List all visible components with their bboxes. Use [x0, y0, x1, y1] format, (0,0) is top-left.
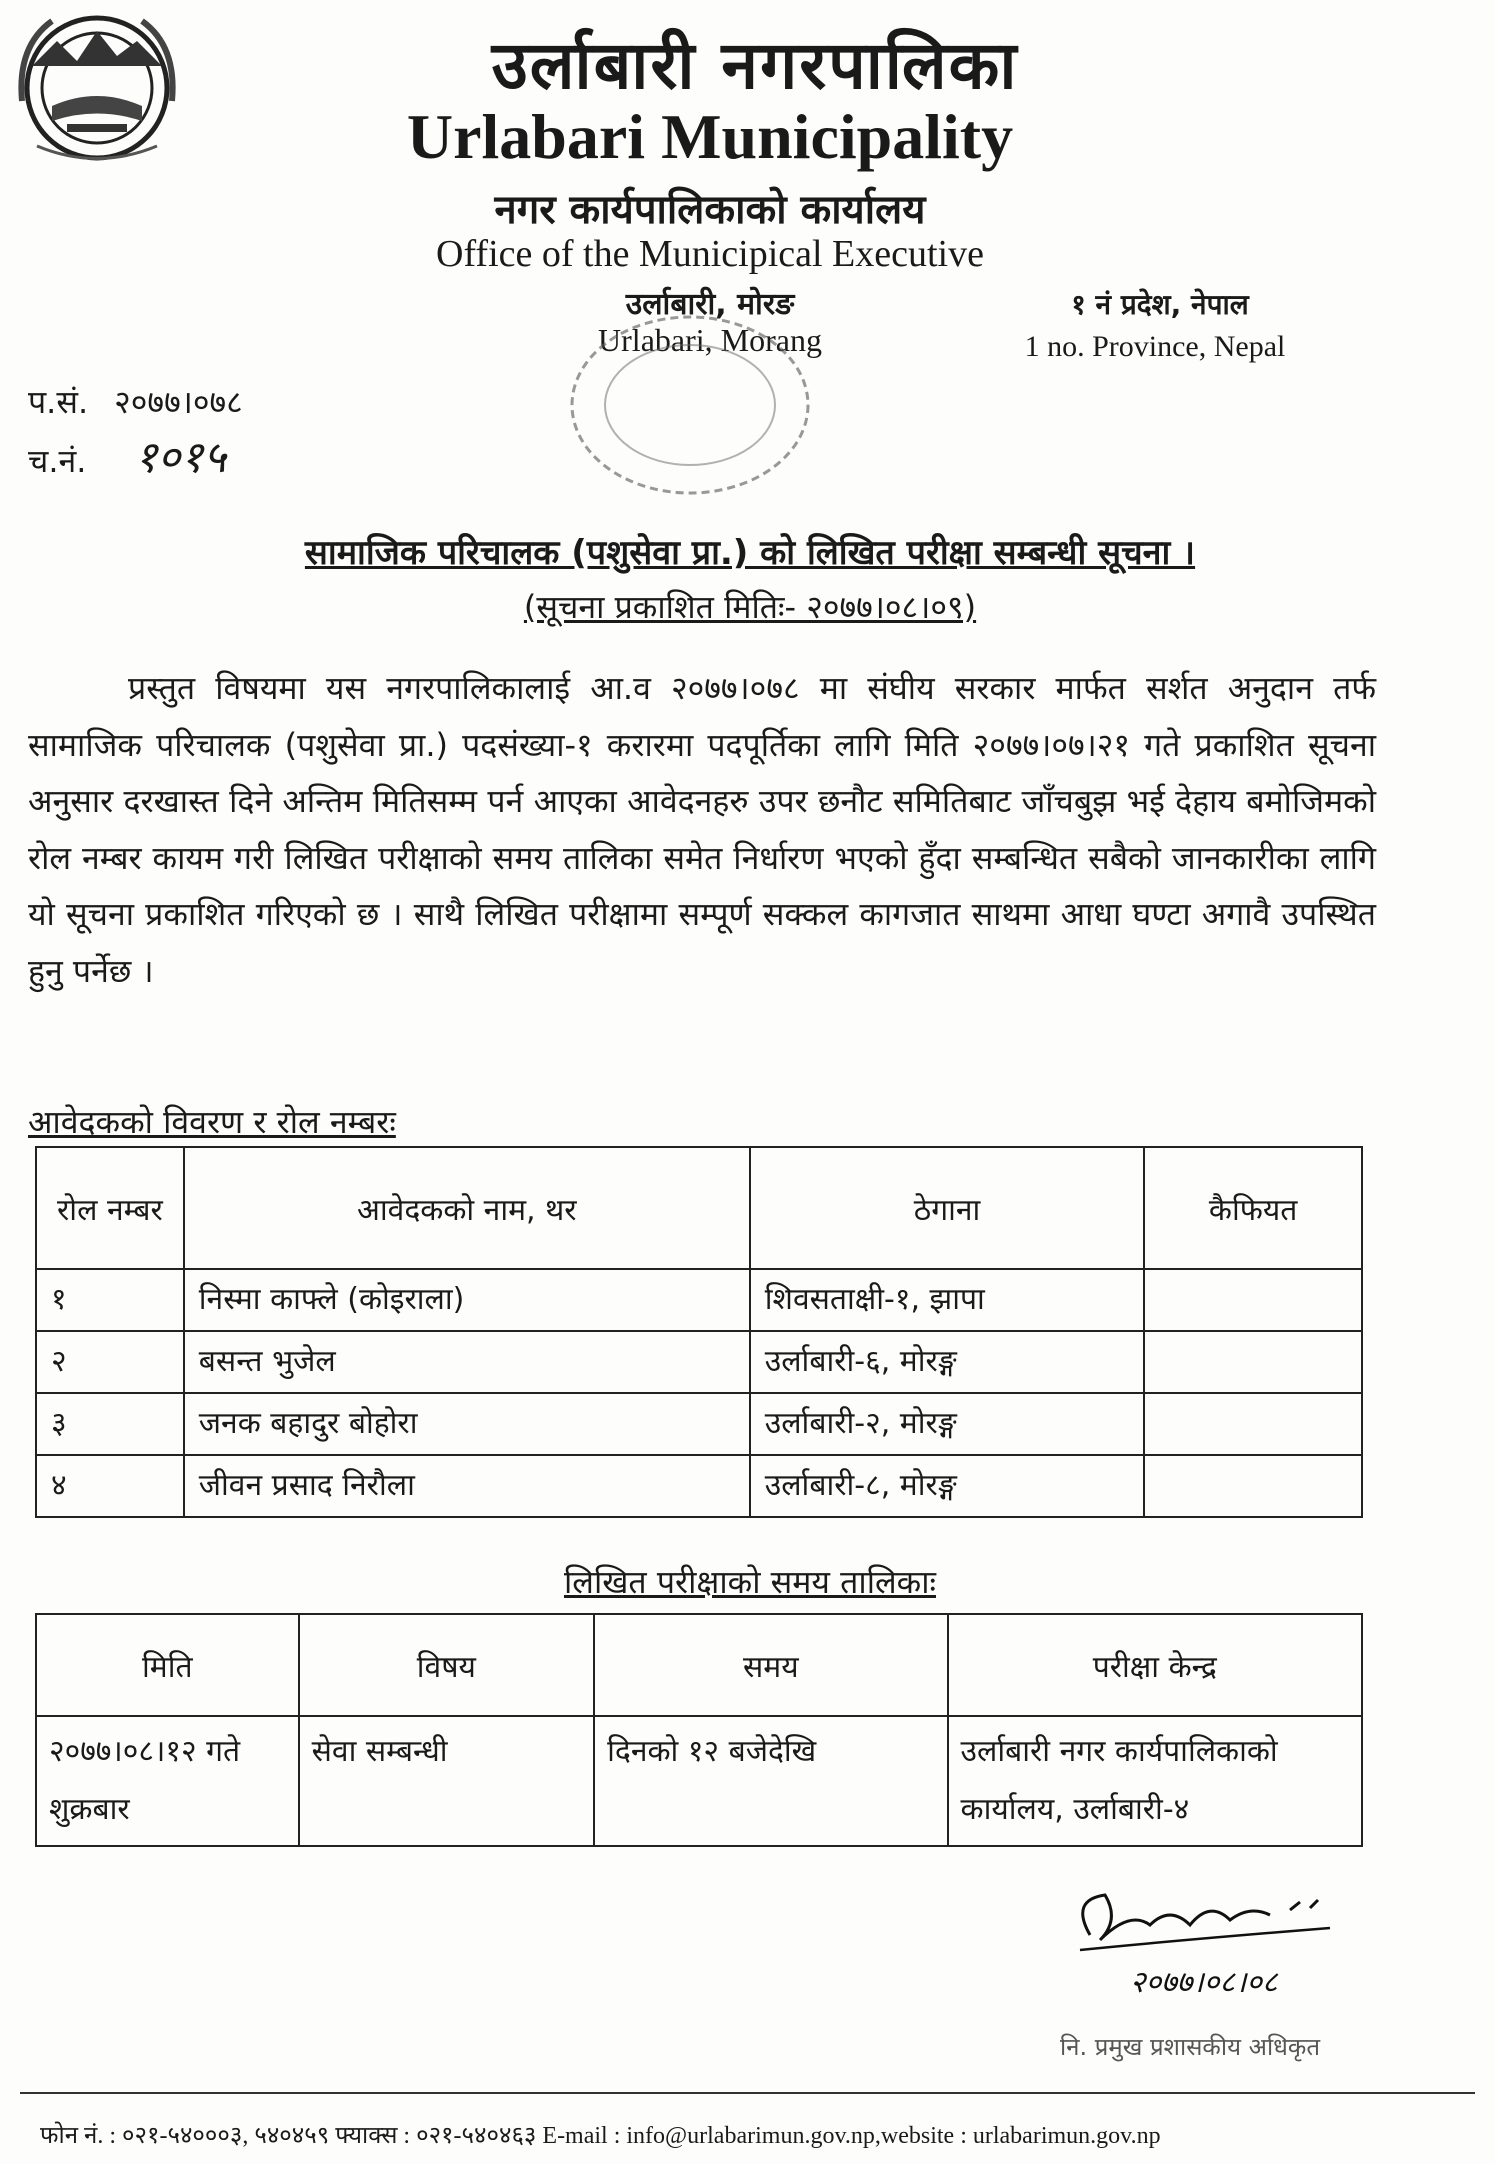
table-row: [36, 1331, 1362, 1393]
schedule-table-header: [36, 1614, 1362, 1716]
applicant-address: उर्लाबारी-६, मोरङ्ग: [750, 1331, 1145, 1393]
letter-number-label: प.सं.: [28, 383, 89, 421]
signatory-designation: नि. प्रमुख प्रशासकीय अधिकृत: [1059, 2033, 1321, 2061]
column-header-roll: रोल नम्बर: [36, 1147, 184, 1269]
table-row: [36, 1393, 1362, 1455]
applicants-heading: आवेदकको विवरण र रोल नम्बरः: [28, 1103, 396, 1141]
notice-body: प्रस्तुत विषयमा यस नगरपालिकालाई आ.व २०७७।०७८ मा संघीय सरकार मार्फत सर्शत अनुदान तर्फ सामाजिक परिचालक (पशुसेवा प्रा.) पदसंख्या-१ करारमा पदपूर्तिका लागि मिति २०७७।०७।२१ गते प्रकाशित सूचना अनुसार दरखास्त दिने अन्तिम मितिसम्म पर्न आएका आवेदनहरु उपर छनौट समितिबाट जाँचबुझ भई देहाय बमोजिमको रोल नम्बर कायम गरी लिखित परीक्षाको समय तालिका समेत निर्धारण भएको हुँदा सम्बन्धित सबैको जानकारीका लागि यो सूचना प्रकाशित गरिएको छ । साथै लिखित परीक्षामा सम्पूर्ण सक्कल कागजात साथमा आधा घण्टा अगावै उपस्थित हुनु पर्नेछ ।: [28, 669, 1376, 990]
remarks: [1144, 1393, 1362, 1455]
remarks: [1144, 1455, 1362, 1517]
exam-time: दिनको १२ बजेदेखि: [594, 1716, 947, 1846]
schedule-heading: लिखित परीक्षाको समय तालिकाः: [563, 1563, 937, 1601]
office-name-english: Office of the Municipical Executive: [436, 233, 984, 275]
province-english: 1 no. Province, Nepal: [1024, 330, 1286, 363]
province-nepali: १ नं प्रदेश, नेपाल: [1071, 288, 1249, 321]
applicant-address: शिवसताक्षी-१, झापा: [750, 1269, 1145, 1331]
table-row: [36, 1716, 1362, 1846]
applicant-name: जीवन प्रसाद निरौला: [184, 1455, 750, 1517]
letter-number-value: २०७७।०७८: [114, 383, 243, 421]
location-nepali: उर्लाबारी, मोरङ: [625, 287, 795, 322]
handwritten-signature: [1060, 1880, 1350, 2000]
roll-number: १: [36, 1269, 184, 1331]
remarks: [1144, 1331, 1362, 1393]
letter-number: [28, 380, 243, 423]
roll-number: ४: [36, 1455, 184, 1517]
table-row: [36, 1269, 1362, 1331]
applicant-address: उर्लाबारी-८, मोरङ्ग: [750, 1455, 1145, 1517]
municipality-name-nepali: उर्लाबारी नगरपालिका: [491, 27, 1019, 104]
applicants-table-header: [36, 1147, 1362, 1269]
roll-number: ३: [36, 1393, 184, 1455]
column-header-subject: विषय: [299, 1614, 595, 1716]
location-english: Urlabari, Morang: [598, 322, 822, 358]
signature-date: २०७७।०८।०८: [1130, 1965, 1278, 2000]
column-header-exam-center: परीक्षा केन्द्र: [948, 1614, 1362, 1716]
applicant-name: जनक बहादुर बोहोरा: [184, 1393, 750, 1455]
column-header-address: ठेगाना: [750, 1147, 1145, 1269]
exam-center: उर्लाबारी नगर कार्यपालिकाको कार्यालय, उर्लाबारी-४: [948, 1716, 1362, 1846]
remarks: [1144, 1269, 1362, 1331]
footer-contact: फोन नं. : ०२१-५४०००३, ५४०४५९ फ्याक्स : ०२१-५४०४६३ E-mail : info@urlabarimun.gov.np,website : urlabarimun.gov.np: [40, 2123, 1161, 2149]
applicant-name: निस्मा काफ्ले (कोइराला): [184, 1269, 750, 1331]
municipality-name-english: Urlabari Municipality: [406, 101, 1014, 172]
table-row: [36, 1455, 1362, 1517]
dispatch-number-value: १०१५: [134, 433, 226, 482]
office-name-nepali: नगर कार्यपालिकाको कार्यालय: [494, 187, 926, 233]
office-stamp: [555, 305, 825, 505]
column-header-name: आवेदकको नाम, थर: [184, 1147, 750, 1269]
notice-published-date: (सूचना प्रकाशित मितिः- २०७७।०८।०९): [523, 588, 977, 626]
footer-divider: [20, 2092, 1475, 2094]
exam-subject: सेवा सम्बन्धी: [299, 1716, 595, 1846]
exam-date: २०७७।०८।१२ गते शुक्रबार: [36, 1716, 299, 1846]
column-header-remarks: कैफियत: [1144, 1147, 1362, 1269]
municipality-emblem: [12, 6, 182, 171]
notice-title: सामाजिक परिचालक (पशुसेवा प्रा.) को लिखित परीक्षा सम्बन्धी सूचना ।: [304, 533, 1196, 573]
exam-schedule-table: [35, 1613, 1363, 1847]
roll-number: २: [36, 1331, 184, 1393]
dispatch-number: [28, 425, 226, 485]
dispatch-number-label: च.नं.: [28, 442, 87, 480]
column-header-date: मिति: [36, 1614, 299, 1716]
applicants-table: [35, 1146, 1363, 1518]
applicant-address: उर्लाबारी-२, मोरङ्ग: [750, 1393, 1145, 1455]
applicant-name: बसन्त भुजेल: [184, 1331, 750, 1393]
column-header-time: समय: [594, 1614, 947, 1716]
